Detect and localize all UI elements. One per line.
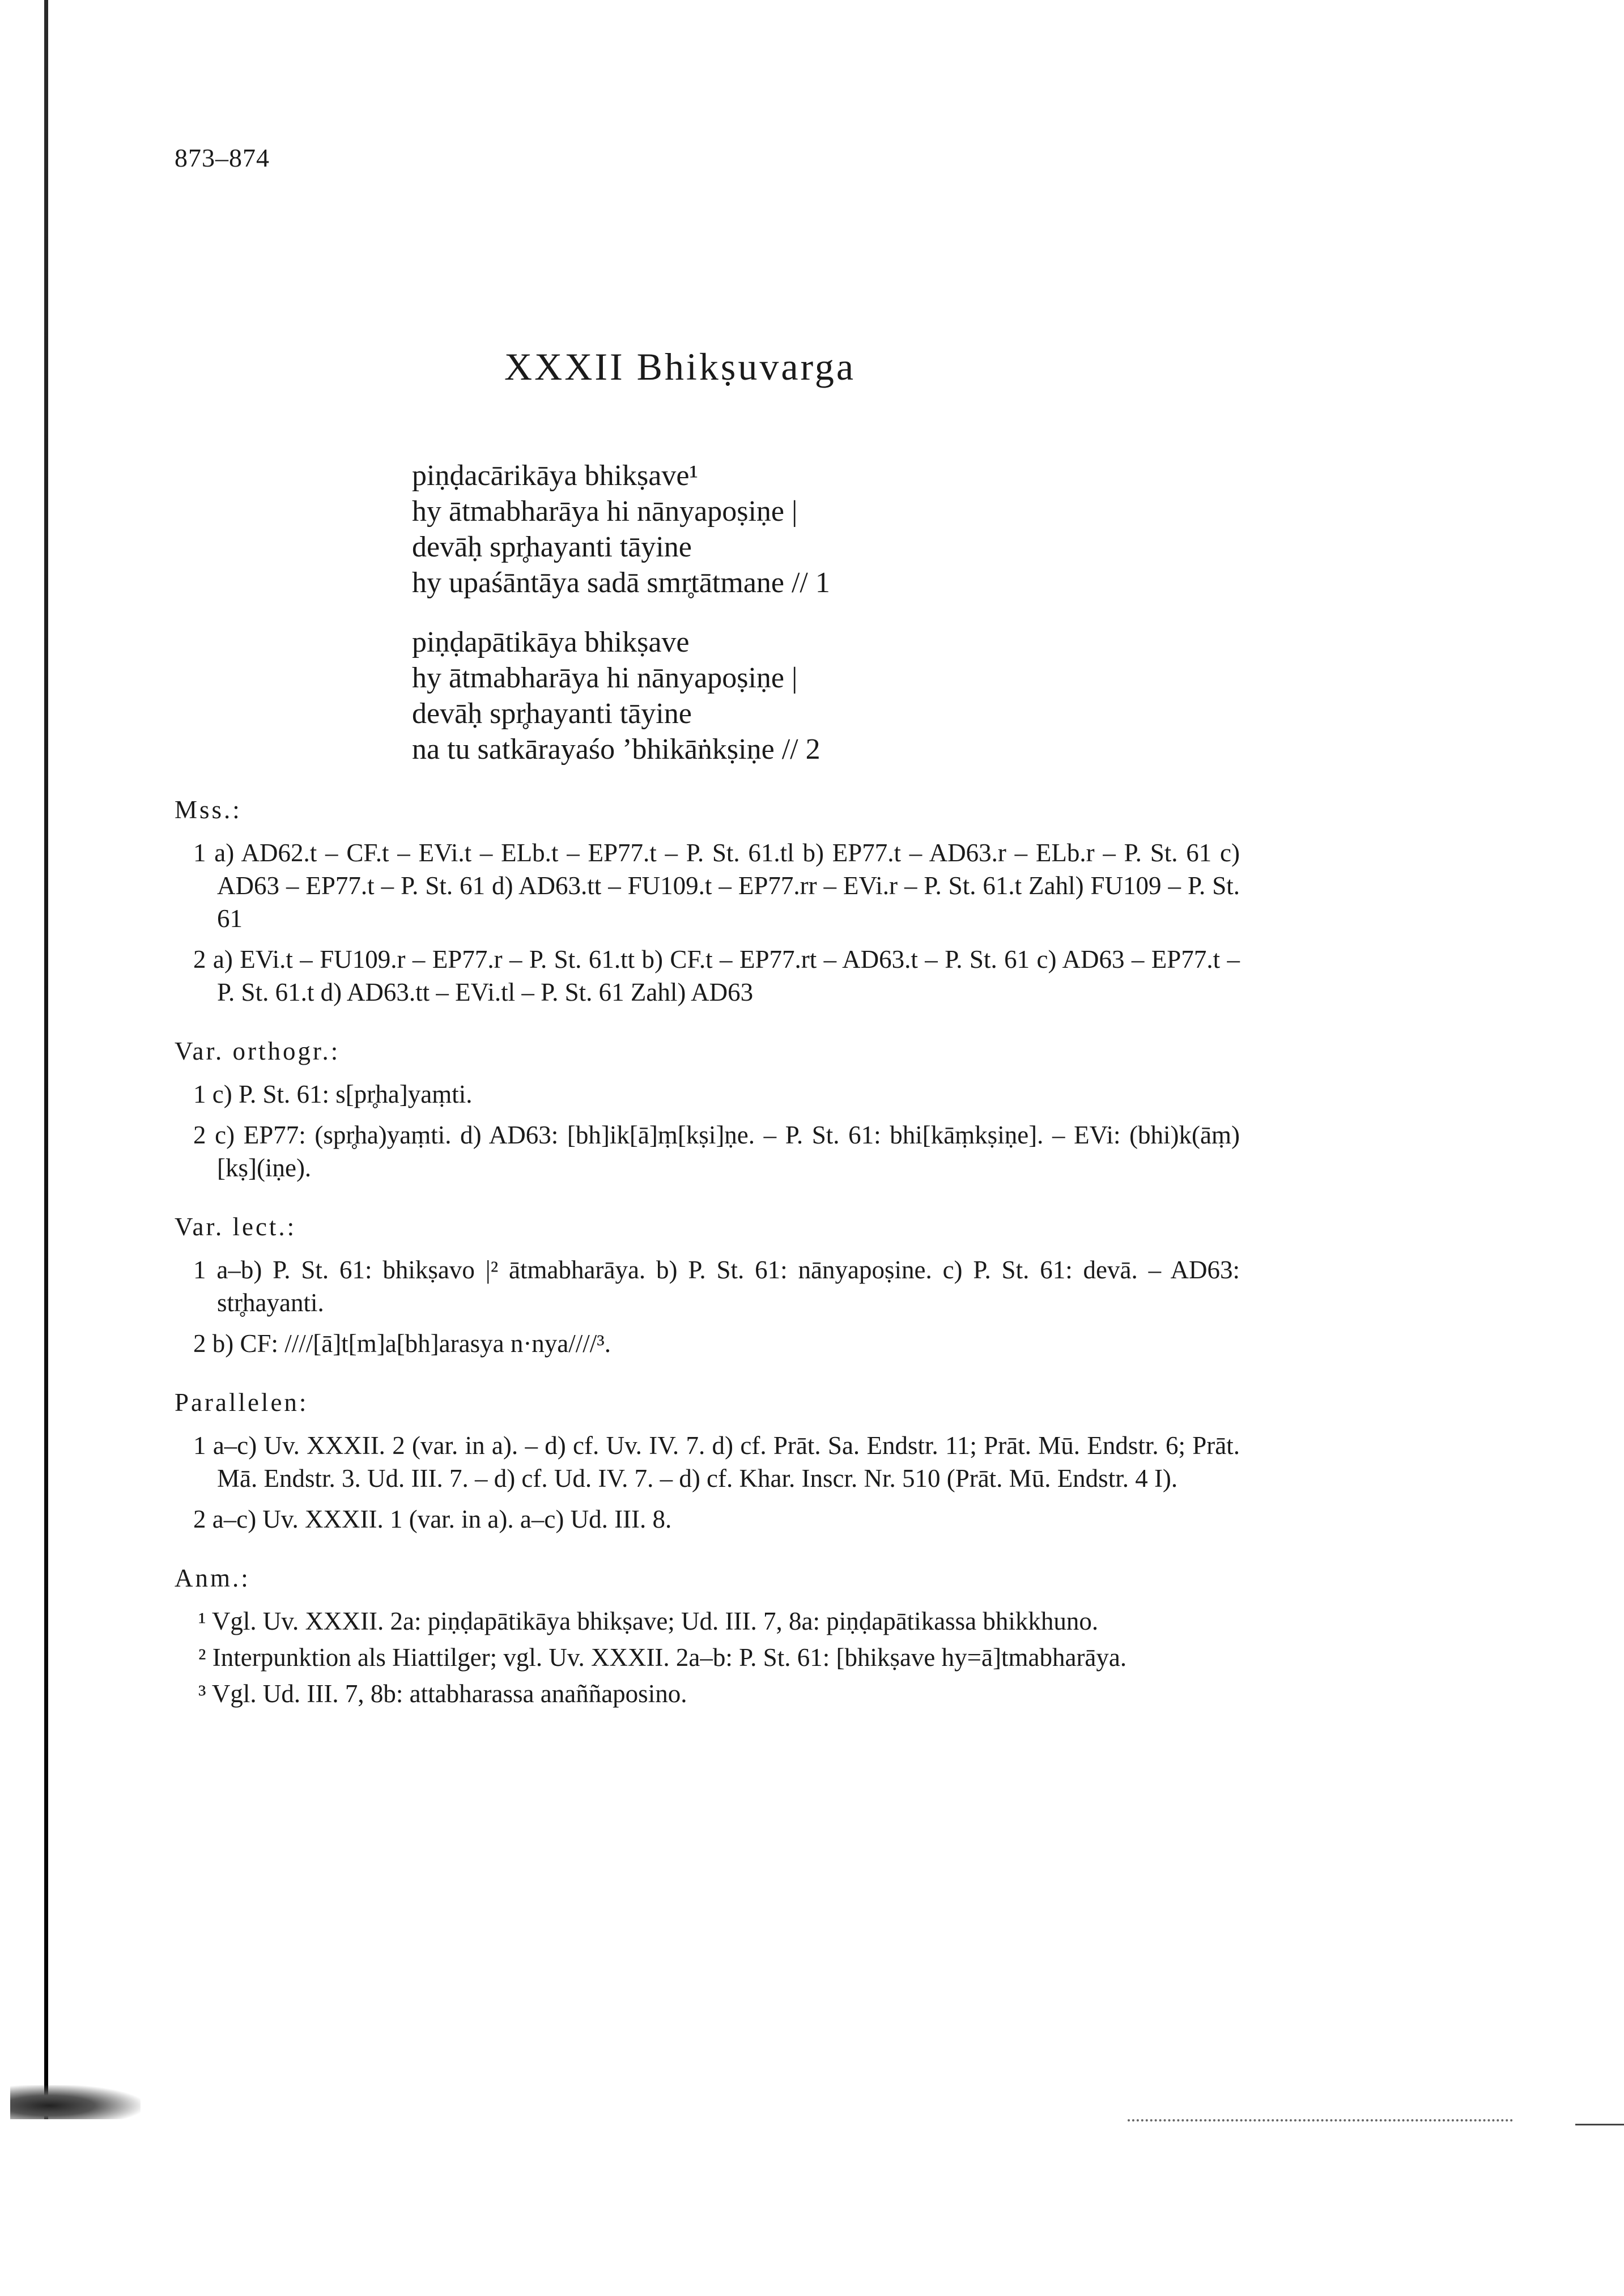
apparatus-entry: 2 c) EP77: (spr̥ha)yaṃti. d) AD63: [bh]ik[ā]ṃ[kṣi]ṇe. – P. St. 61: bhi[kāṃkṣiṇe]. – EVi: (bhi)k(āṃ)[kṣ](iṇe).: [193, 1121, 1240, 1182]
verse-line: hy ātmabharāya hi nānyapoṣiṇe |: [412, 495, 798, 528]
verse-1: [412, 458, 830, 601]
apparatus-entry: 2 a–c) Uv. XXXII. 1 (var. in a). a–c) Ud. III. 8.: [193, 1505, 672, 1533]
verse-block: [412, 458, 830, 791]
verse-line: piṇḍacārikāya bhikṣave¹: [412, 460, 699, 492]
apparatus-entry: 2 a) EVi.t – FU109.r – EP77.r – P. St. 61.tt b) CF.t – EP77.rt – AD63.t – P. St. 61 c) AD63 – EP77.t – P. St. 61.t d) AD63.tt – EVi.tl – P. St. 61 Zahl) AD63: [193, 945, 1240, 1006]
scan-noise-line: [1128, 2119, 1513, 2125]
footnote: ¹ Vgl. Uv. XXXII. 2a: piṇḍapātikāya bhikṣave; Ud. III. 7, 8a: piṇḍapātikassa bhikkhuno.: [198, 1607, 1099, 1635]
verse-line: devāḥ spr̥hayanti tāyine: [412, 698, 692, 730]
apparatus-entry: 2 b) CF: ////[ā]t[m]a[bh]arasya n·nya////³.: [193, 1329, 611, 1358]
section-heading-var-lect: Var. lect.:: [175, 1213, 297, 1241]
section-heading-anm: Anm.:: [175, 1564, 250, 1592]
verse-line: devāḥ spr̥hayanti tāyine: [412, 531, 692, 563]
apparatus-entry: 1 a–b) P. St. 61: bhikṣavo |² ātmabharāya. b) P. St. 61: nānyapoṣine. c) P. St. 61: devā. – AD63: str̥hayanti.: [193, 1256, 1240, 1317]
scan-corner-artifact: [10, 2085, 141, 2119]
verse-2: [412, 624, 830, 767]
scan-rule-fragment: [1575, 2124, 1624, 2125]
verse-line: hy upaśāntāya sadā smr̥tātmane // 1: [412, 567, 830, 599]
section-heading-mss: Mss.:: [175, 796, 242, 824]
chapter-title: XXXII Bhikṣuvarga: [504, 345, 856, 388]
page-number: 873–874: [175, 143, 270, 172]
footnote: ³ Vgl. Ud. III. 7, 8b: attabharassa anaññaposino.: [198, 1680, 687, 1708]
scan-binding-edge: [44, 0, 48, 2119]
section-heading-parallelen: Parallelen:: [175, 1388, 309, 1417]
apparatus-entry: 1 c) P. St. 61: s[pr̥ha]yaṃti.: [193, 1080, 473, 1108]
footnote: ² Interpunktion als Hiattilger; vgl. Uv. XXXII. 2a–b: P. St. 61: [bhikṣave hy=ā]tmabharāya.: [198, 1643, 1127, 1672]
apparatus-entry: 1 a) AD62.t – CF.t – EVi.t – ELb.t – EP77.t – P. St. 61.tl b) EP77.t – AD63.r – ELb.r – P. St. 61 c) AD63 – EP77.t – P. St. 61 d) AD63.tt – FU109.t – EP77.rr – EVi.r – P. St. 61.t Zahl) FU109 – P. St. 61: [193, 839, 1240, 933]
verse-line: piṇḍapātikāya bhikṣave: [412, 626, 690, 658]
section-heading-var-orthogr: Var. orthogr.:: [175, 1037, 341, 1065]
verse-line: hy ātmabharāya hi nānyapoṣiṇe |: [412, 662, 798, 694]
verse-line: na tu satkārayaśo ’bhikāṅkṣiṇe // 2: [412, 733, 820, 766]
critical-apparatus: [175, 793, 1240, 1714]
apparatus-entry: 1 a–c) Uv. XXXII. 2 (var. in a). – d) cf. Uv. IV. 7. d) cf. Prāt. Sa. Endstr. 11; Prāt. Mū. Endstr. 6; Prāt. Mā. Endstr. 3. Ud. III. 7. – d) cf. Ud. IV. 7. – d) cf. Khar. Inscr. Nr. 510 (Prāt. Mū. Endstr. 4 I).: [193, 1431, 1240, 1493]
